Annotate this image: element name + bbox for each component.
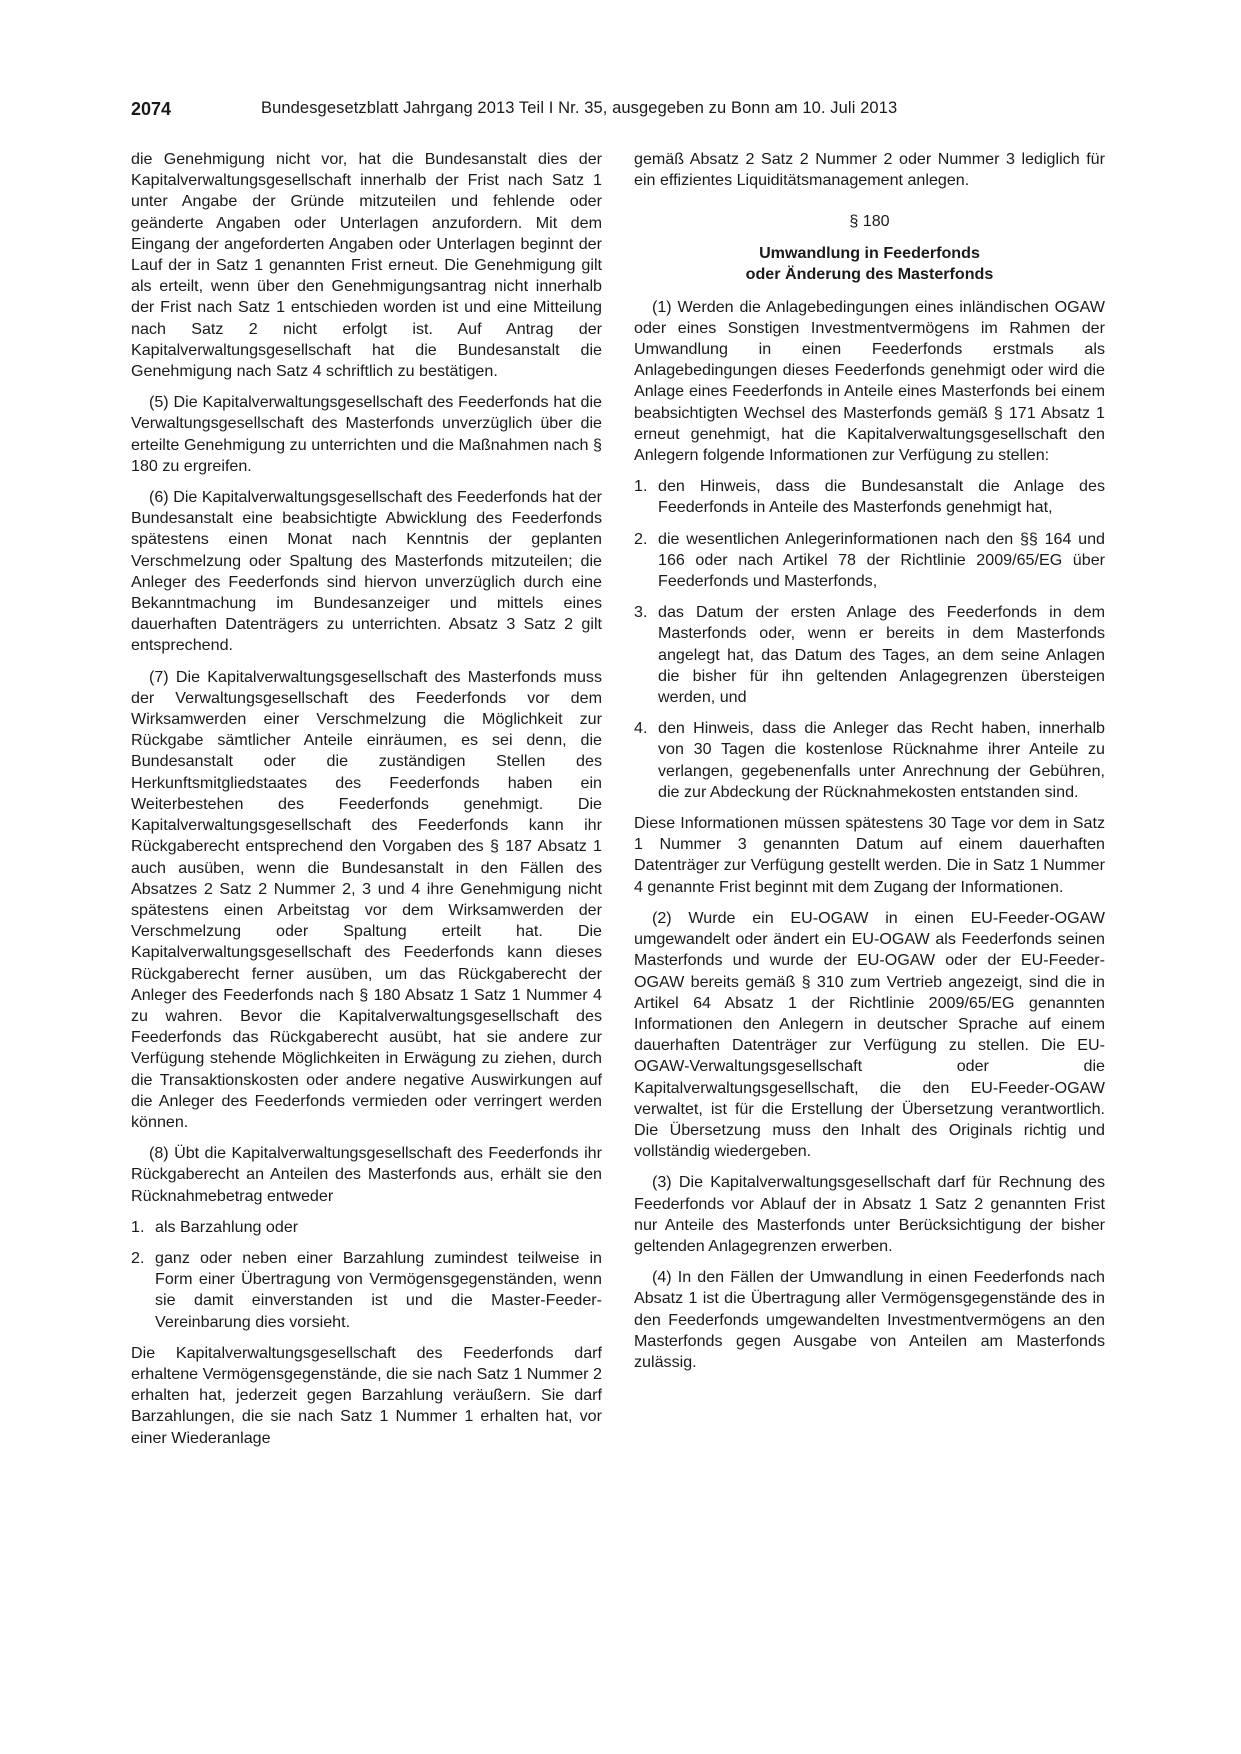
list-item <box>634 718 1105 803</box>
paragraph-continued: gemäß Absatz 2 Satz 2 Nummer 2 oder Nummer 3 lediglich für ein effizientes Liquiditätsmanagement anlegen. <box>634 150 1105 190</box>
list-item-number: 1. <box>634 477 648 496</box>
list-item-number: 2. <box>634 529 648 548</box>
running-head: Bundesgesetzblatt Jahrgang 2013 Teil I Nr. 35, ausgegeben zu Bonn am 10. Juli 2013 <box>261 99 898 117</box>
list-item-number: 1. <box>131 1217 145 1236</box>
paragraph-6: (6) Die Kapitalverwaltungsgesellschaft des Feederfonds hat der Bundesanstalt eine beabsichtigte Abwicklung des Feederfonds spätestens einen Monat nach Kenntnis der geplanten Verschmelzung oder Spaltung des Masterfonds mitzuteilen; die Anleger des Feederfonds sind hiervon unverzüglich durch eine Bekanntmachung im Bundesanzeiger und mittels eines dauerhaften Datenträgers zu unterrichten. Absatz 3 Satz 2 gilt entsprechend. <box>131 488 602 655</box>
list-item-text: den Hinweis, dass die Anleger das Recht haben, innerhalb von 30 Tagen die kostenlose Rücknahme ihrer Anteile zu verlangen, gegebenenfalls unter Anrechnung der Gebühren, die zur Abdeckung der Rücknahmekosten entstanden sind. <box>658 719 1105 801</box>
paragraph-continued: die Genehmigung nicht vor, hat die Bundesanstalt dies der Kapitalverwaltungsgesellschaft innerhalb der Frist nach Satz 1 unter Angabe der Gründe mitzuteilen und fehlende oder geänderte Angaben oder Unterlagen anzufordern. Mit dem Eingang der angeforderten Angaben oder Unterlagen beginnt der Lauf der in Satz 1 genannten Frist erneut. Die Genehmigung gilt als erteilt, wenn über den Genehmigungsantrag nicht innerhalb der Frist nach Satz 1 entschieden worden ist und eine Mitteilung nach Satz 2 nicht erfolgt ist. Auf Antrag der Kapitalverwaltungsgesellschaft hat die Bundesanstalt die Genehmigung nach Satz 4 schriftlich zu bestätigen. <box>131 150 602 381</box>
list-item-number: 2. <box>131 1248 145 1267</box>
list-item-text: die wesentlichen Anlegerinformationen nach den §§ 164 und 166 oder nach Artikel 78 der Richtlinie 2009/65/EG über Feederfonds und Masterfonds, <box>658 529 1105 591</box>
list-item-number: 4. <box>634 719 648 738</box>
list-item-text: ganz oder neben einer Barzahlung zumindest teilweise in Form einer Übertragung von Vermögensgegenständen, wenn sie damit einverstanden ist und die Master-Feeder-Vereinbarung dies vorsieht. <box>155 1248 602 1331</box>
paragraph-1: (1) Werden die Anlagebedingungen eines inländischen OGAW oder eines Sonstigen Investmentvermögens im Rahmen der Umwandlung in einen Feederfonds erstmals als Anlagebedingungen dieses Feederfonds genehmigt oder wird die Anlage eines Feederfonds in Anteile eines Masterfonds bei einem beabsichtigten Wechsel des Masterfonds gemäß § 171 Absatz 1 erneut genehmigt, hat die Kapitalverwaltungsgesellschaft den Anlegern folgende Informationen zur Verfügung zu stellen: <box>634 297 1105 465</box>
right-column <box>634 149 1105 1373</box>
list-item <box>634 602 1105 708</box>
paragraph-1-closing: Diese Informationen müssen spätestens 30 Tage vor dem in Satz 1 Nummer 3 genannten Datum auf einem dauerhaften Datenträger zur Verfügung gestellt werden. Die in Satz 1 Nummer 4 genannte Frist beginnt mit dem Zugang der Informationen. <box>634 814 1105 896</box>
list-item-text: das Datum der ersten Anlage des Feederfonds in dem Masterfonds oder, wenn er bereits in dem Masterfonds angelegt hat, das Datum des Tages, an dem seine Anlagen die bisher für ihn geltenden Anlagegrenzen übersteigen werden, und <box>658 603 1105 707</box>
paragraph-3: (3) Die Kapitalverwaltungsgesellschaft darf für Rechnung des Feederfonds vor Ablauf der in Absatz 1 Satz 2 genannten Frist nur Anteile des Masterfonds unter Berücksichtigung der bisher geltenden Anlagegrenzen erwerben. <box>634 1173 1105 1255</box>
section-number: § 180 <box>849 212 890 231</box>
paragraph-closing: Die Kapitalverwaltungsgesellschaft des Feederfonds darf erhaltene Vermögensgegenstände, die sie nach Satz 1 Nummer 2 erhalten hat, jederzeit gegen Barzahlung veräußern. Sie darf Barzahlungen, die sie nach Satz 1 Nummer 1 erhalten hat, vor einer Wiederanlage <box>131 1343 602 1447</box>
section-title-line: Umwandlung in Feederfonds <box>759 243 980 262</box>
page-header <box>131 99 1111 127</box>
list-item <box>131 1248 602 1333</box>
list-item-text: als Barzahlung oder <box>155 1217 299 1236</box>
paragraph-7: (7) Die Kapitalverwaltungsgesellschaft des Masterfonds muss der Verwaltungsgesellschaft des Feederfonds vor dem Wirksamwerden einer Verschmelzung die Möglichkeit zur Rückgabe sämtlicher Anteile einräumen, es sei denn, die Bundesanstalt oder die zuständigen Stellen des Herkunftsmitgliedstaates des Feederfonds haben ein Weiterbestehen des Feederfonds genehmigt. Die Kapitalverwaltungsgesellschaft des Feederfonds kann ihr Rückgaberecht entsprechend den Vorgaben des § 187 Absatz 1 auch ausüben, wenn die Bundesanstalt in den Fällen des Absatzes 2 Satz 2 Nummer 2, 3 und 4 ihre Genehmigung nicht spätestens einen Arbeitstag vor dem Wirksamwerden der Verschmelzung oder Spaltung erteilt hat. Die Kapitalverwaltungsgesellschaft des Feederfonds kann dieses Rückgaberecht ferner ausüben, um das Rückgaberecht der Anleger des Feederfonds nach § 180 Absatz 1 Satz 1 Nummer 4 zu wahren. Bevor die Kapitalverwaltungsgesellschaft des Feederfonds das Rückgaberecht ausübt, hat sie andere zur Verfügung stehende Möglichkeiten in Erwägung zu ziehen, durch die Transaktionskosten oder andere negative Auswirkungen auf die Anleger des Feederfonds vermieden oder verringert werden können. <box>131 667 602 1131</box>
list-item-number: 3. <box>634 603 648 622</box>
list-item <box>634 476 1105 518</box>
paragraph-4: (4) In den Fällen der Umwandlung in einen Feederfonds nach Absatz 1 ist die Übertragung aller Vermögensgegenstände des in den Feederfonds umgewandelten Investmentvermögens an den Masterfonds gegen Ausgabe von Anteilen am Masterfonds zulässig. <box>634 1268 1105 1371</box>
left-column <box>131 149 602 1449</box>
paragraph-2: (2) Wurde ein EU-OGAW in einen EU-Feeder-OGAW umgewandelt oder ändert ein EU-OGAW als Feederfonds seinen Masterfonds und wurde der EU-OGAW oder der EU-Feeder-OGAW bereits gemäß § 310 zum Vertrieb angezeigt, sind die in Artikel 64 Absatz 1 der Richtlinie 2009/65/EG genannten Informationen den Anlegern in deutscher Sprache auf einem dauerhaften Datenträger zur Verfügung zu stellen. Die EU-OGAW-Verwaltungsgesellschaft oder die Kapitalverwaltungsgesellschaft, die den EU-Feeder-OGAW verwaltet, ist für die Erstellung der Übersetzung verantwortlich. Die Übersetzung muss den Inhalt des Originals richtig und vollständig wiedergeben. <box>634 908 1105 1161</box>
page-number: 2074 <box>131 99 172 119</box>
list-item <box>131 1217 602 1238</box>
list-item-text: den Hinweis, dass die Bundesanstalt die Anlage des Feederfonds in Anteile des Masterfonds genehmigt hat, <box>658 477 1105 517</box>
section-title <box>634 243 1105 285</box>
paragraph-8: (8) Übt die Kapitalverwaltungsgesellschaft des Feederfonds ihr Rückgaberecht an Anteilen des Masterfonds aus, erhält sie den Rücknahmebetrag entweder <box>131 1144 602 1205</box>
section-title-line: oder Änderung des Masterfonds <box>745 264 994 283</box>
paragraph-5: (5) Die Kapitalverwaltungsgesellschaft des Feederfonds hat die Verwaltungsgesellschaft des Masterfonds unverzüglich über die erteilte Genehmigung zu unterrichten und die Maßnahmen nach § 180 zu ergreifen. <box>131 393 602 475</box>
list-item <box>634 529 1105 593</box>
